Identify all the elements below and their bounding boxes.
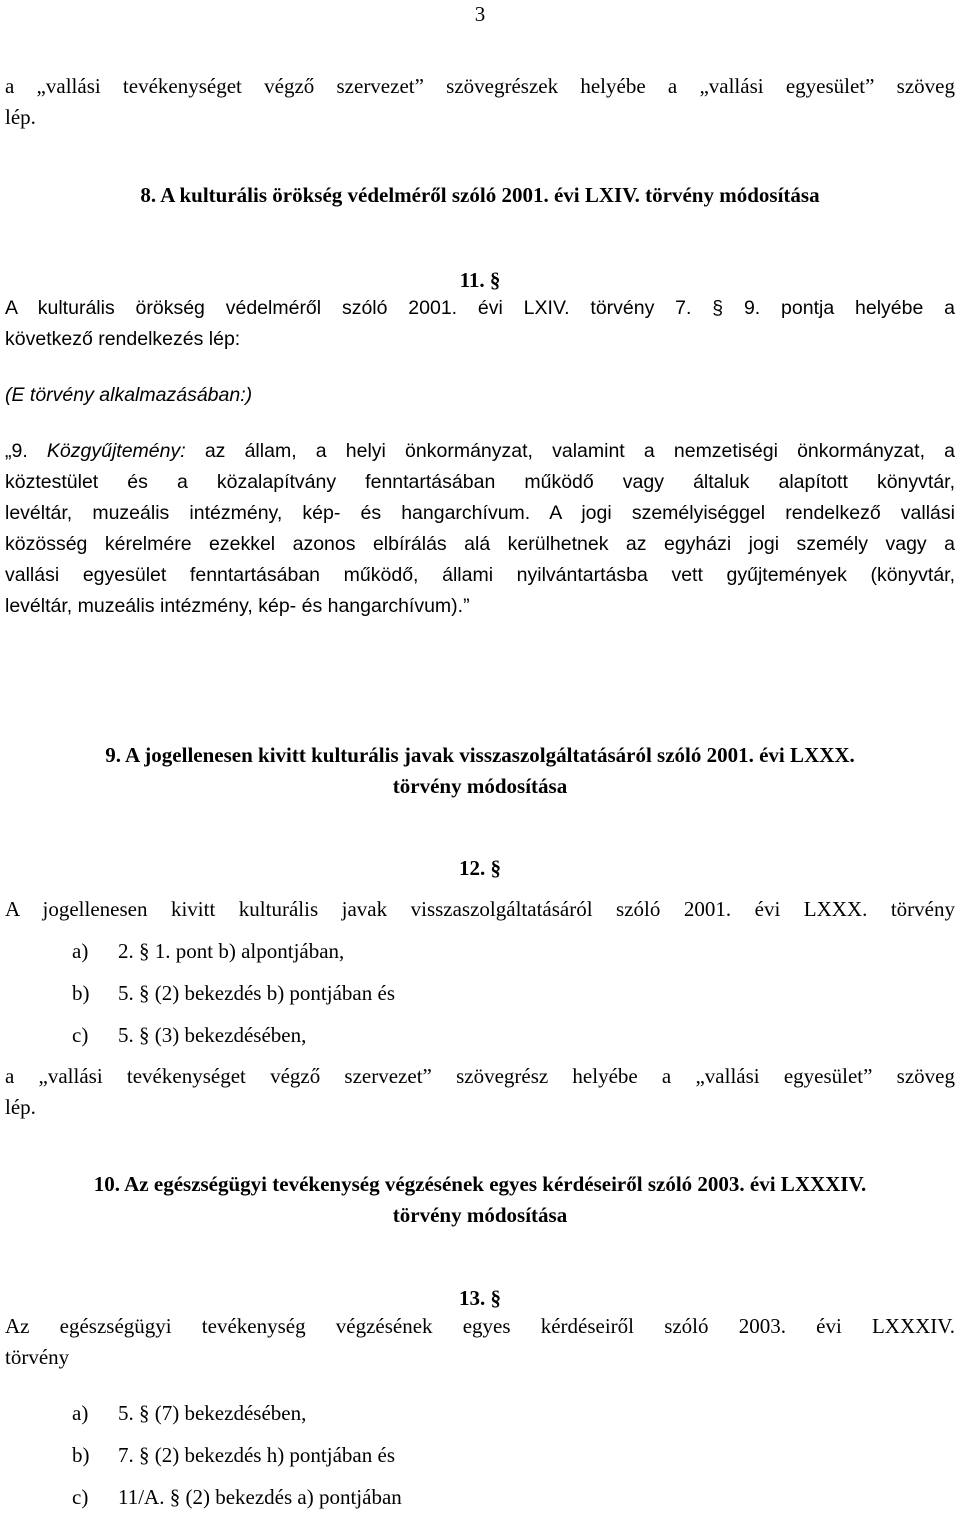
list-item-label: a)	[72, 1401, 89, 1425]
section-heading	[5, 1169, 955, 1231]
text-line: vallási egyesület fenntartásában működő, állami nyilvántartásba vett gyűjtemények (könyvtár,	[5, 564, 955, 586]
text-line: levéltár, muzeális intézmény, kép- és hangarchívum. A jogi személyiséggel rendelkező vallási	[5, 502, 955, 524]
quoted-definition	[5, 436, 955, 622]
intro-paragraph	[5, 71, 955, 133]
list-item	[72, 978, 395, 1009]
closing-paragraph	[5, 1061, 955, 1123]
item-list	[72, 1398, 402, 1513]
page-number: 3	[474, 2, 486, 26]
article-number-text: 13. §	[459, 1286, 501, 1310]
list-item	[72, 1440, 402, 1471]
list-item-text: 5. § (7) bekezdésében,	[118, 1401, 307, 1425]
quote-open: „9.	[5, 440, 47, 462]
context-note	[5, 380, 955, 411]
list-item	[72, 1020, 395, 1051]
section-heading-text: törvény módosítása	[392, 1203, 568, 1227]
list-item-text: 2. § 1. pont b) alpontjában,	[118, 939, 345, 963]
text-line: törvény	[5, 1345, 70, 1369]
text-line: Az egészségügyi tevékenység végzésének egyes kérdéseiről szóló 2003. évi LXXXIV.	[5, 1314, 955, 1338]
list-item-text: 5. § (3) bekezdésében,	[118, 1023, 307, 1047]
text-line: lép.	[5, 105, 36, 129]
text-line: köztestület és a közalapítvány fenntartásában működő vagy általuk alapított könyvtár,	[5, 471, 955, 493]
article-number	[5, 265, 955, 296]
section-heading	[5, 180, 955, 211]
article-body	[5, 1311, 955, 1373]
text-line	[5, 436, 955, 467]
section-heading-text: 10. Az egészségügyi tevékenység végzésének egyes kérdéseiről szóló 2003. évi LXXXIV.	[93, 1172, 867, 1196]
list-item-label: a)	[72, 939, 89, 963]
article-number-text: 12. §	[459, 856, 501, 880]
list-item-label: b)	[72, 981, 90, 1005]
list-item-label: c)	[72, 1485, 89, 1509]
list-item-text: 7. § (2) bekezdés h) pontjában és	[118, 1443, 395, 1467]
text-line: A kulturális örökség védelméről szóló 2001. évi LXIV. törvény 7. § 9. pontja helyébe a	[5, 297, 955, 319]
list-item	[72, 1482, 402, 1513]
article-number-text: 11. §	[459, 268, 501, 292]
section-heading-text: törvény módosítása	[392, 774, 568, 798]
list-item-text: 5. § (2) bekezdés b) pontjában és	[118, 981, 395, 1005]
defined-term: Közgyűjtemény:	[46, 440, 186, 462]
list-item	[72, 936, 395, 967]
article-number	[5, 853, 955, 884]
text-line: a „vallási tevékenységet végző szervezet” szövegrészek helyébe a „vallási egyesület” szöveg	[5, 74, 955, 98]
text-line: A jogellenesen kivitt kulturális javak visszaszolgáltatásáról szóló 2001. évi LXXX. törvény	[5, 897, 955, 921]
text-line: a „vallási tevékenységet végző szervezet” szövegrész helyébe a „vallási egyesület” szöveg	[5, 1064, 955, 1088]
text-line: lép.	[5, 1095, 36, 1119]
text-line: levéltár, muzeális intézmény, kép- és hangarchívum).”	[5, 595, 470, 617]
article-number	[5, 1283, 955, 1314]
list-item-label: c)	[72, 1023, 89, 1047]
article-body	[5, 894, 955, 925]
text-line: következő rendelkezés lép:	[5, 328, 241, 350]
context-note-text: (E törvény alkalmazásában:)	[5, 384, 253, 406]
item-list	[72, 936, 395, 1051]
list-item-text: 11/A. § (2) bekezdés a) pontjában	[118, 1485, 402, 1509]
section-heading-text: 8. A kulturális örökség védelméről szóló 2001. évi LXIV. törvény módosítása	[140, 183, 820, 207]
section-heading-text: 9. A jogellenesen kivitt kulturális javak visszaszolgáltatásáról szóló 2001. évi LXXX.	[105, 743, 855, 767]
text-line: közösség kérelmére ezekkel azonos elbírálás alá kerülhetnek az egyházi jogi személy vagy a	[5, 533, 955, 555]
section-heading	[5, 740, 955, 802]
list-item-label: b)	[72, 1443, 90, 1467]
article-body	[5, 293, 955, 355]
quote-text: az állam, a helyi önkormányzat, valamint a nemzetiségi önkormányzat, a	[185, 440, 955, 462]
list-item	[72, 1398, 402, 1429]
